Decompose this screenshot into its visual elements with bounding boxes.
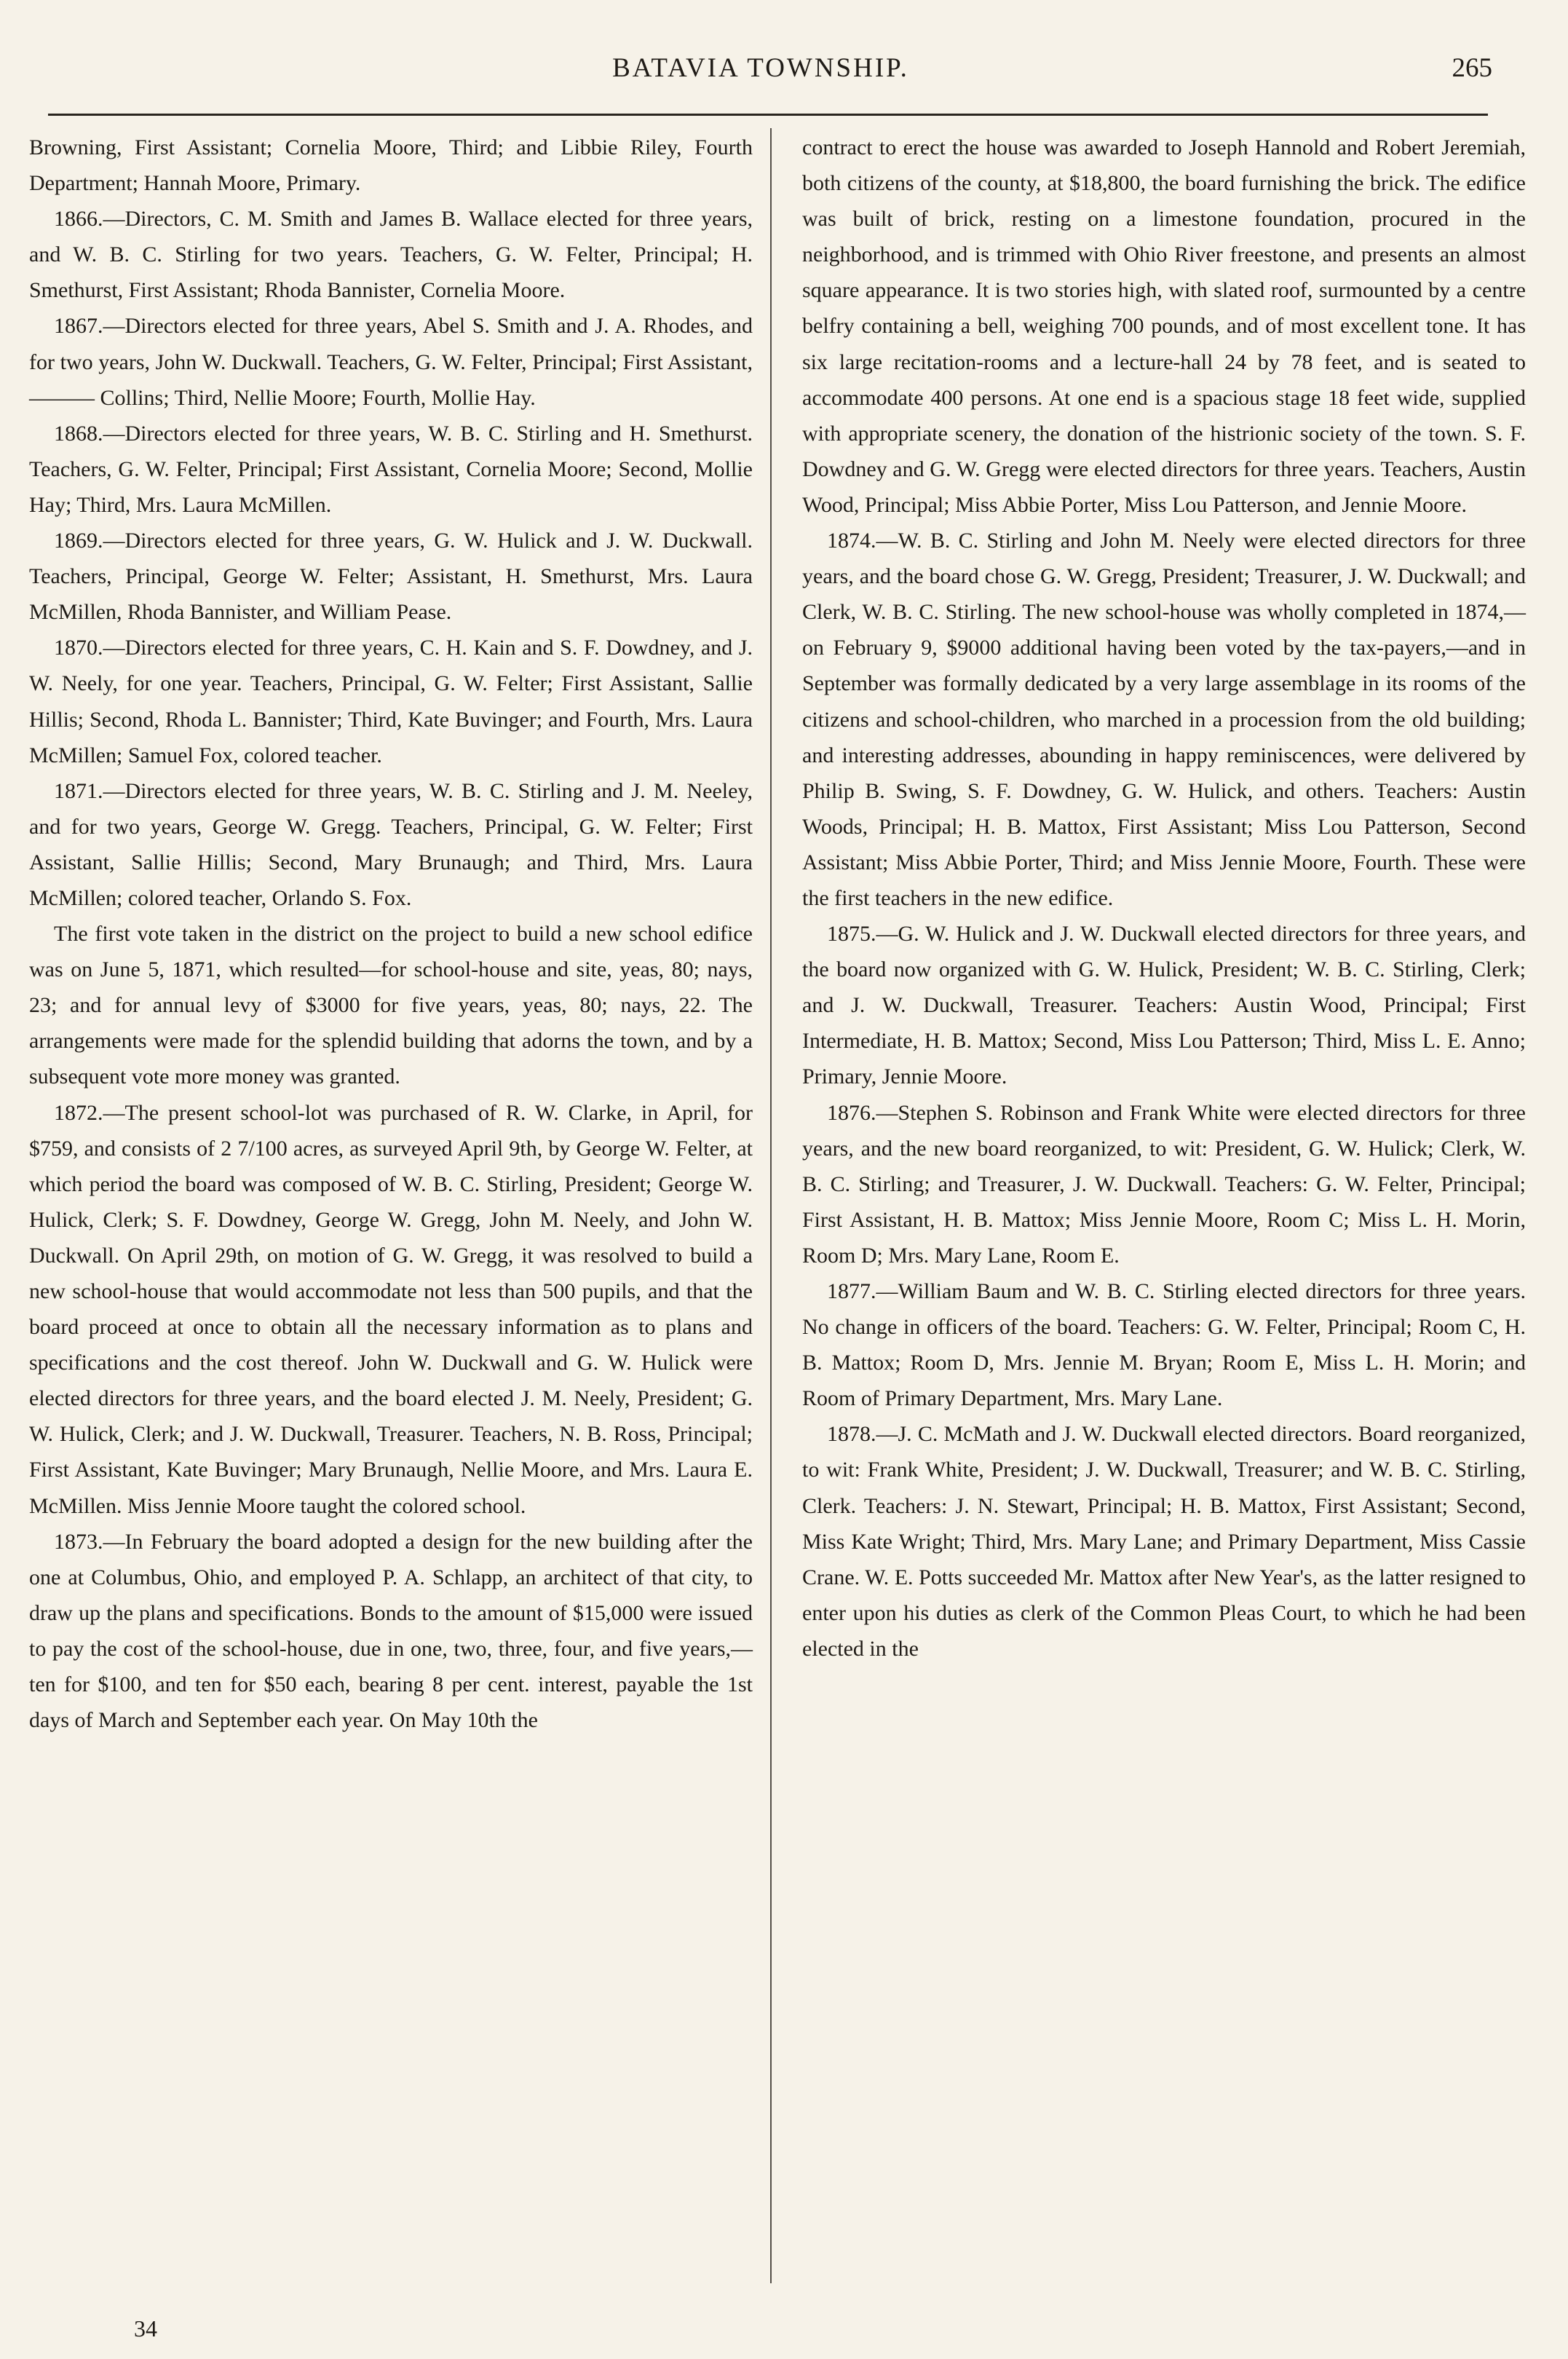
paragraph: 1869.—Directors elected for three years, G. W. Hulick and J. W. Duckwall. Teachers, Principal, George W. Felter; Assistant, H. Smethurst, Mrs. Laura McMillen, Rhoda Bannister, and William Pease. (29, 529, 753, 625)
paragraph: The first vote taken in the district on the project to build a new school edifice was on June 5, 1871, which resulted—for school-house and site, yeas, 80; nays, 23; and for annual levy of $3000 for five years, yeas, 80; nays, 22. The arrangements were made for the splendid building that adorns the town, and by a subsequent vote more money was granted. (29, 922, 753, 1089)
paragraph: Browning, First Assistant; Cornelia Moore, Third; and Libbie Riley, Fourth Department; Hannah Moore, Primary. (29, 135, 753, 196)
running-title: BATAVIA TOWNSHIP. (612, 53, 909, 83)
running-head (29, 52, 1492, 103)
paragraph: 1871.—Directors elected for three years, W. B. C. Stirling and J. M. Neeley, and for two years, George W. Gregg. Teachers, Principal, G. W. Felter; First Assistant, Sallie Hillis; Second, Mary Brunaugh; and Third, Mrs. Laura McMillen; colored teacher, Orlando S. Fox. (29, 778, 753, 910)
paragraph: 1867.—Directors elected for three years, Abel S. Smith and J. A. Rhodes, and for two years, John W. Duckwall. Teachers, G. W. Felter, Principal; First Assistant, ——— Collins; Third, Nellie Moore; Fourth, Mollie Hay. (29, 314, 753, 410)
paragraph: 1875.—G. W. Hulick and J. W. Duckwall elected directors for three years, and the board now organized with G. W. Hulick, President; W. B. C. Stirling, Clerk; and J. W. Duckwall, Treasurer. Teachers: Austin Wood, Principal; First Intermediate, H. B. Mattox; Second, Miss Lou Patterson; Third, Miss L. E. Anno; Primary, Jennie Moore. (802, 922, 1526, 1089)
paragraph: 1870.—Directors elected for three years, C. H. Kain and S. F. Dowdney, and J. W. Neely, for one year. Teachers, Principal, G. W. Felter; First Assistant, Sallie Hillis; Second, Rhoda L. Bannister; Third, Kate Buvinger; and Fourth, Mrs. Laura McMillen; Samuel Fox, colored teacher. (29, 636, 753, 767)
paragraph: contract to erect the house was awarded to Joseph Hannold and Robert Jeremiah, both citizens of the county, at $18,800, the board furnishing the brick. The edifice was built of brick, resting on a limestone foundation, procured in the neighborhood, and is trimmed with Ohio River freestone, and presents an almost square appearance. It is two stories high, with slated roof, surmounted by a centre belfry containing a bell, weighing 700 pounds, and of most excellent tone. It has six large recitation-rooms and a lecture-hall 24 by 78 feet, and is seated to accommodate 400 persons. At one end is a spacious stage 18 feet wide, supplied with appropriate scenery, the donation of the histrionic society of the town. S. F. Dowdney and G. W. Gregg were elected directors for three years. Teachers, Austin Wood, Principal; Miss Abbie Porter, Miss Lou Patterson, and Jennie Moore. (802, 135, 1526, 517)
paragraph: 1868.—Directors elected for three years, W. B. C. Stirling and H. Smethurst. Teachers, G. W. Felter, Principal; First Assistant, Cornelia Moore; Second, Mollie Hay; Third, Mrs. Laura McMillen. (29, 421, 753, 517)
paragraph: 1878.—J. C. McMath and J. W. Duckwall elected directors. Board reorganized, to wit: Frank White, President; J. W. Duckwall, Treasurer; and W. B. C. Stirling, Clerk. Teachers: J. N. Stewart, Principal; H. B. Mattox, First Assistant; Second, Miss Kate Wright; Third, Mrs. Mary Lane; and Primary Department, Miss Cassie Crane. W. E. Potts succeeded Mr. Mattox after New Year's, as the latter resigned to enter upon his duties as clerk of the Common Pleas Court, to which he had been elected in the (802, 1422, 1526, 1661)
paragraph: 1874.—W. B. C. Stirling and John M. Neely were elected directors for three years, and the board chose G. W. Gregg, President; Treasurer, J. W. Duckwall; and Clerk, W. B. C. Stirling. The new school-house was wholly completed in 1874,—on February 9, $9000 additional having been voted by the tax-payers,—and in September was formally dedicated by a very large assemblage in its rooms of the citizens and school-children, who marched in a procession from the old building; and interesting addresses, abounding in happy reminiscences, were delivered by Philip B. Swing, S. F. Dowdney, G. W. Hulick, and others. Teachers: Austin Woods, Principal; H. B. Mattox, First Assistant; Miss Lou Patterson, Second Assistant; Miss Abbie Porter, Third; and Miss Jennie Moore, Fourth. These were the first teachers in the new edifice. (802, 529, 1526, 910)
signature-mark: 34 (134, 2315, 157, 2342)
paragraph: 1873.—In February the board adopted a design for the new building after the one at Columbus, Ohio, and employed P. A. Schlapp, an architect of that city, to draw up the plans and specifications. Bonds to the amount of $15,000 were issued to pay the cost of the school-house, due in one, two, three, four, and five years,—ten for $100, and ten for $50 each, bearing 8 per cent. interest, payable the 1st days of March and September each year. On May 10th the (29, 1529, 753, 1733)
paragraph: 1872.—The present school-lot was purchased of R. W. Clarke, in April, for $759, and consists of 2 7/100 acres, as surveyed April 9th, by George W. Felter, at which period the board was composed of W. B. C. Stirling, President; George W. Hulick, Clerk; S. F. Dowdney, George W. Gregg, John M. Neely, and John W. Duckwall. On April 29th, on motion of G. W. Gregg, it was resolved to build a new school-house that would accommodate not less than 500 pupils, and that the board proceed at once to obtain all the necessary information as to plans and specifications and the cost thereof. John W. Duckwall and G. W. Hulick were elected directors for three years, and the board elected J. M. Neely, President; G. W. Hulick, Clerk; and J. W. Duckwall, Treasurer. Teachers, N. B. Ross, Principal; First Assistant, Kate Buvinger; Mary Brunaugh, Nellie Moore, and Mrs. Laura E. McMillen. Miss Jennie Moore taught the colored school. (29, 1100, 753, 1518)
right-column (802, 130, 1526, 1667)
page-number: 265 (1452, 53, 1492, 83)
paragraph: 1866.—Directors, C. M. Smith and James B. Wallace elected for three years, and W. B. C. Stirling for two years. Teachers, G. W. Felter, Principal; H. Smethurst, First Assistant; Rhoda Bannister, Cornelia Moore. (29, 207, 753, 303)
column-divider (770, 128, 772, 2283)
paragraph: 1876.—Stephen S. Robinson and Frank White were elected directors for three years, and the new board reorganized, to wit: President, G. W. Hulick; Clerk, W. B. C. Stirling; and Treasurer, J. W. Duckwall. Teachers: G. W. Felter, Principal; First Assistant, H. B. Mattox; Miss Jennie Moore, Room C; Miss L. H. Morin, Room D; Mrs. Mary Lane, Room E. (802, 1100, 1526, 1268)
left-column (29, 130, 753, 1738)
header-rule (48, 114, 1488, 116)
paragraph: 1877.—William Baum and W. B. C. Stirling elected directors for three years. No change in officers of the board. Teachers: G. W. Felter, Principal; Room C, H. B. Mattox; Room D, Mrs. Jennie M. Bryan; Room E, Miss L. H. Morin; and Room of Primary Department, Mrs. Mary Lane. (802, 1279, 1526, 1411)
